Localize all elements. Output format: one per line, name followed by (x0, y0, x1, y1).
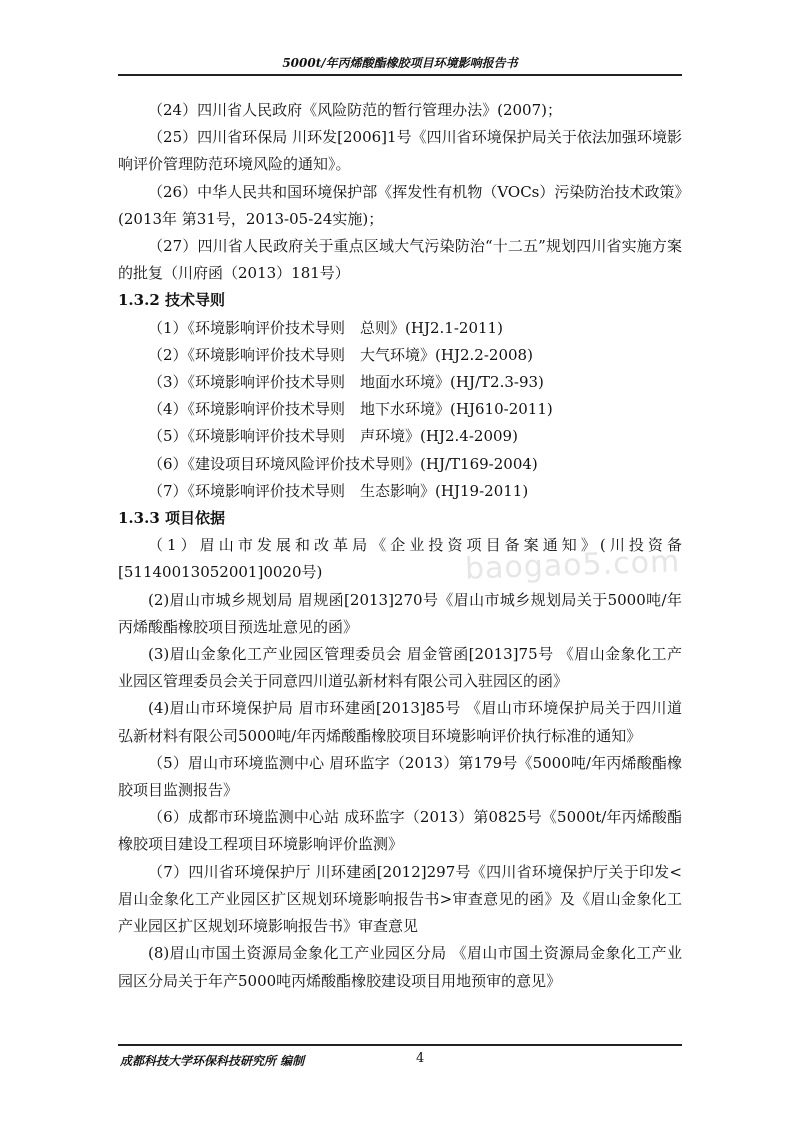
watermark: baogao5.com (464, 544, 681, 587)
regulation-item-27: （27）四川省人民政府关于重点区域大气污染防治“十二五”规划四川省实施方案的批复（川府函（2013）181号） (118, 237, 682, 283)
guideline-item: （4）《环境影响评价技术导则 地下水环境》(HJ610-2011) (148, 400, 553, 419)
basis-item: (4)眉山市环境保护局 眉市环建函[2013]85号 《眉山市环境保护局关于四川道弘新材料有限公司5000吨/年丙烯酸酯橡胶项目环境影响评价执行标准的通知》 (118, 699, 682, 745)
guideline-item: （3）《环境影响评价技术导则 地面水环境》(HJ/T2.3-93) (148, 373, 544, 392)
section-heading-1-3-2: 1.3.2 技术导则 (118, 291, 225, 310)
basis-item: （1）眉山市发展和改革局《企业投资项目备案通知》(川投资备[51140013052001]0020号) (118, 536, 682, 582)
regulation-item-25: （25）四川省环保局 川环发[2006]1号《四川省环境保护局关于依法加强环境影响评价管理防范环境风险的通知》。 (118, 128, 682, 174)
guideline-item: （6）《建设项目环境风险评价技术导则》(HJ/T169-2004) (148, 454, 538, 473)
header-title: 5000t/年丙烯酸酯橡胶项目环境影响报告书 (282, 56, 518, 70)
basis-item: （5）眉山市环境监测中心 眉环监字（2013）第179号《5000吨/年丙烯酸酯橡胶项目监测报告》 (118, 753, 682, 800)
guideline-item: （2）《环境影响评价技术导则 大气环境》(HJ2.2-2008) (148, 345, 533, 364)
page-footer (118, 1044, 682, 1068)
page-header (118, 48, 682, 76)
basis-item: (2)眉山市城乡规划局 眉规函[2013]270号《眉山市城乡规划局关于5000吨/年丙烯酸酯橡胶项目预选址意见的函》 (118, 590, 682, 636)
guideline-item: （1）《环境影响评价技术导则 总则》(HJ2.1-2011) (148, 318, 503, 337)
guideline-item: （5）《环境影响评价技术导则 声环境》(HJ2.4-2009) (148, 427, 518, 446)
document-body (118, 97, 682, 995)
footer-organization: 成都科技大学环保科技研究所 编制 (120, 1054, 305, 1068)
basis-item: (3)眉山金象化工产业园区管理委员会 眉金管函[2013]75号 《眉山金象化工产业园区管理委员会关于同意四川道弘新材料有限公司入驻园区的函》 (118, 645, 682, 691)
basis-item: （6）成都市环境监测中心站 成环监字（2013）第0825号《5000t/年丙烯酸酯橡胶项目建设工程项目环境影响评价监测》 (118, 808, 682, 854)
section-heading-1-3-3: 1.3.3 项目依据 (118, 509, 225, 528)
regulation-item-24: （24）四川省人民政府《风险防范的暂行管理办法》(2007)； (148, 101, 562, 119)
guideline-item: （7）《环境影响评价技术导则 生态影响》(HJ19-2011) (148, 481, 529, 500)
regulation-item-26: （26）中华人民共和国环境保护部《挥发性有机物（VOCs）污染防治技术政策》(2013年 第31号，2013-05-24实施)； (118, 182, 682, 228)
basis-item: （7）四川省环境保护厅 川环建函[2012]297号《四川省环境保护厅关于印发<眉山金象化工产业园区扩区规划环境影响报告书>审查意见的函》及《眉山金象化工产业园区扩区规划环境影响报告书》审查意见 (118, 862, 682, 936)
basis-item: (8)眉山市国土资源局金象化工产业园区分局 《眉山市国土资源局金象化工产业园区分局关于年产5000吨丙烯酸酯橡胶建设项目用地预审的意见》 (118, 944, 682, 990)
page-number: 4 (416, 1051, 425, 1066)
